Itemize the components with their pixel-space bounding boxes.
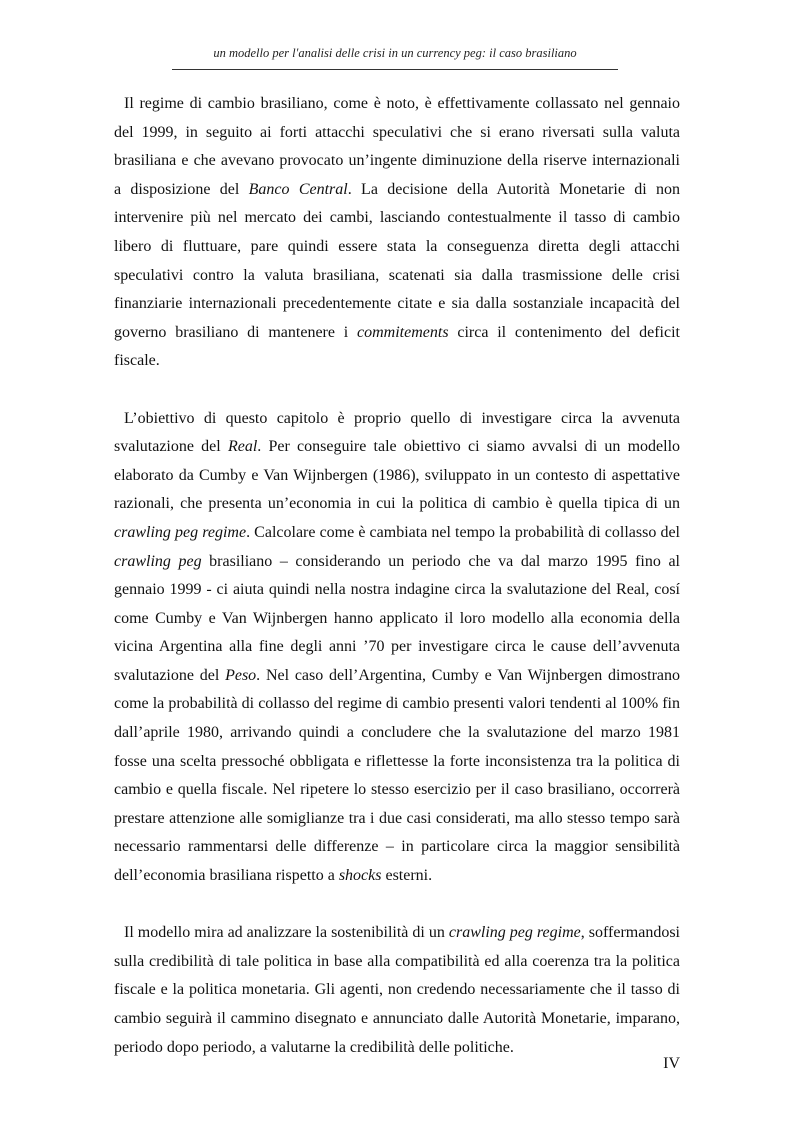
- italic-term: Real: [227, 438, 258, 456]
- paragraph: [114, 919, 680, 1062]
- running-header: un modello per l'analisi delle crisi in un currency peg: il caso brasiliano: [213, 46, 577, 60]
- paragraph: [114, 405, 680, 891]
- text-run: . Calcolare come è cambiata nel tempo la probabilità di collasso del: [246, 523, 681, 541]
- italic-term: crawling peg regime: [448, 924, 581, 942]
- page-number: IV: [663, 1055, 680, 1072]
- italic-term: commitements: [357, 323, 449, 341]
- italic-term: shocks: [338, 867, 382, 885]
- text-run: circa il contenimento del deficit fiscale.: [114, 323, 680, 370]
- paragraph: [114, 90, 680, 376]
- text-run: brasiliano – considerando un periodo che va dal marzo 1995 fino al gennaio 1999 - ci aiuta quindi nella nostra indagine circa la svalutazione del Real, cosí come Cumby e Van Wijnbergen hanno applicato il loro modello alla economia della vicina Argentina alla fine degli anni ’70 per investigare circa le cause dell’avvenuta svalutazione del: [114, 552, 680, 684]
- text-run: , soffermandosi sulla credibilità di tale politica in base alla compatibilità ed alla coerenza tra la politica fiscale e la politica monetaria. Gli agenti, non credendo necessariamente che il tasso di cambio seguirà il cammino disegnato e annunciato dalle Autorità Monetarie, imparano, periodo dopo periodo, a valutarne la credibilità delle politiche.: [114, 924, 681, 1056]
- text-run: L’obiettivo di questo capitolo è proprio quello di investigare circa la avvenuta svalutazione del: [114, 409, 680, 456]
- text-run: Il regime di cambio brasiliano, come è noto, è effettivamente collassato nel gennaio del 1999, in seguito ai forti attacchi speculativi che si erano riversati sulla valuta brasiliana e che avevano provocato un’ingente diminuzione della riserve internazionali a disposizione del: [114, 95, 680, 198]
- body-text: [114, 90, 680, 1062]
- header-divider: [172, 69, 618, 70]
- text-run: . Nel caso dell’Argentina, Cumby e Van Wijnbergen dimostrano come la probabilità di collasso del regime di cambio presenti valori tendenti al 100% fin dall’aprile 1980, arrivando quindi a concludere che la svalutazione del marzo 1981 fosse una scelta pressoché obbligata e riflettesse la forte inconsistenza tra la politica di cambio e quella fiscale. Nel ripetere lo stesso esercizio per il caso brasiliano, occorrerà prestare attenzione alle somiglianze tra i due casi considerati, ma allo stesso tempo sarà necessario rammentarsi delle differenze – in particolare circa la maggior sensibilità dell’economia brasiliana rispetto a: [114, 666, 680, 885]
- italic-term: Peso: [225, 666, 257, 684]
- text-run: Il modello mira ad analizzare la sostenibilità di un: [124, 924, 449, 942]
- text-run: . La decisione della Autorità Monetarie di non intervenire più nel mercato dei cambi, lasciando contestualmente il tasso di cambio libero di fluttuare, pare quindi essere stata la conseguenza diretta degli attacchi speculativi contro la valuta brasiliana, scatenati sia dalla trasmissione delle crisi finanziarie internazionali precedentemente citate e sia dalla sostanziale incapacità del governo brasiliano di mantenere i: [114, 180, 681, 341]
- italic-term: Banco Central: [248, 180, 348, 198]
- text-run: . Per conseguire tale obiettivo ci siamo avvalsi di un modello elaborato da Cumby e Van Wijnbergen (1986), sviluppato in un contesto di aspettative razionali, che presenta un’economia in cui la politica di cambio è quella tipica di un: [114, 438, 681, 513]
- italic-term: crawling peg: [114, 552, 202, 570]
- text-run: esterni.: [381, 867, 433, 885]
- italic-term: crawling peg regime: [114, 523, 247, 541]
